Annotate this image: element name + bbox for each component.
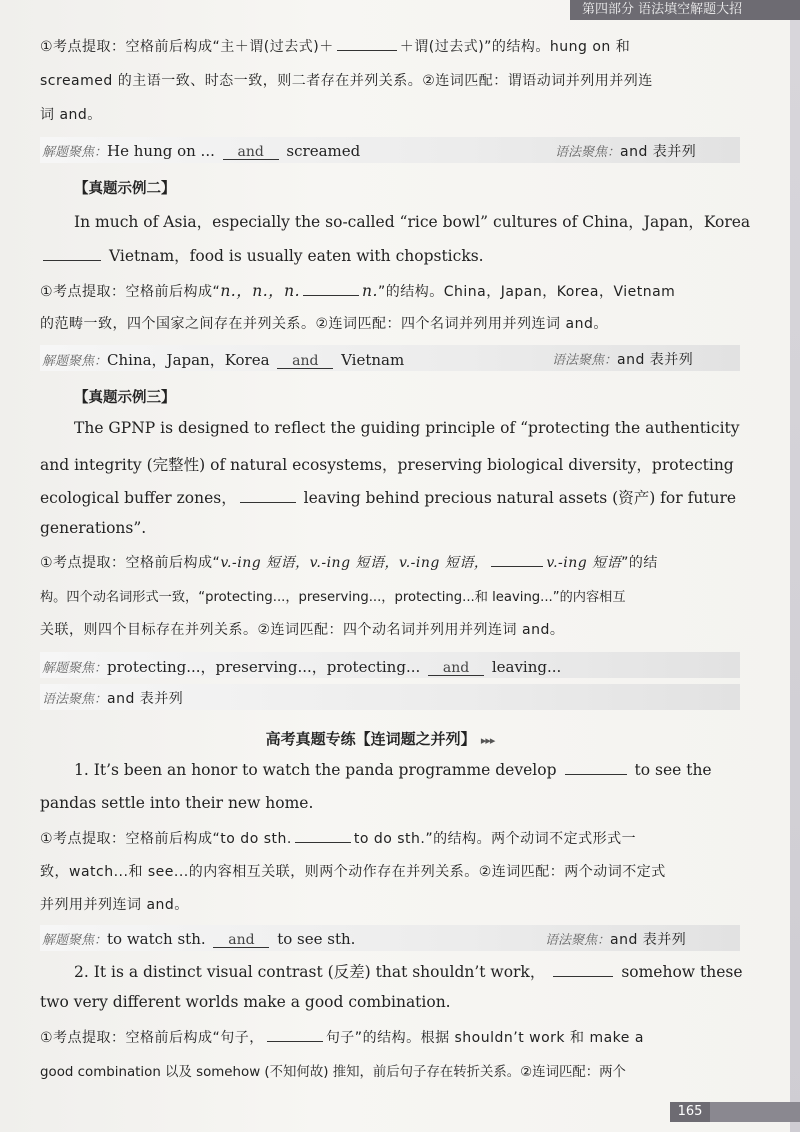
grammar-text: and 表并列 [610, 932, 687, 948]
question-line: The GPNP is designed to reflect the guiding principle of “protecting the authenticity [74, 419, 740, 437]
focus-text: screamed [286, 142, 361, 160]
analysis-line: 构。四个动名词形式一致，“protecting...，preserving...，protecting...和 leaving...”的内容相互 [40, 590, 626, 605]
page-number-strip [710, 1102, 800, 1122]
question-line: pandas settle into their new home. [40, 794, 314, 812]
analysis-line: 的范畴一致，四个国家之间存在并列关系。②连词匹配：四个名词并列用并列连词 and。 [40, 316, 608, 332]
question-line [40, 486, 736, 508]
blank [295, 828, 351, 843]
answer-blank: and [213, 933, 269, 948]
section-title-text: 高考真题专练【连词题之并列】 [265, 730, 476, 748]
blank [267, 1027, 323, 1042]
analysis-line: screamed 的主语一致、时态一致，则二者存在并列关系。②连词匹配：谓语动词并列用并列连 [40, 73, 653, 89]
blank [565, 760, 627, 775]
grammar-label: 语法聚焦： [552, 353, 618, 368]
analysis-text: v.-ing 短语，v.-ing 短语，v.-ing 短语， [220, 555, 489, 571]
blank [337, 36, 397, 51]
analysis-line [40, 828, 636, 848]
question-text: somehow these [621, 963, 743, 981]
question-line [74, 960, 743, 982]
analysis-text: ①考点提取：空格前后构成“ [40, 284, 221, 300]
question-text: to see the [634, 761, 712, 779]
page-number: 165 [670, 1102, 710, 1122]
focus-label: 解题聚焦： [42, 145, 108, 160]
question-line: generations”. [40, 519, 147, 537]
blank [43, 246, 101, 261]
grammar-label: 语法聚焦： [555, 145, 621, 160]
page-edge-strip [790, 20, 800, 1132]
analysis-text: n.，n.，n. [220, 282, 301, 300]
grammar-text: and 表并列 [107, 691, 184, 707]
question-text: leaving behind precious natural assets (资产) for future [303, 489, 737, 507]
grammar-text: and 表并列 [620, 144, 697, 160]
focus-label: 解题聚焦： [42, 933, 108, 948]
analysis-line: 并列用并列连词 and。 [40, 897, 189, 913]
grammar-text: and 表并列 [617, 352, 694, 368]
analysis-text: v.-ing 短语 [546, 555, 622, 571]
grammar-focus-bar [40, 684, 740, 710]
focus-text: He hung on ... [107, 142, 215, 160]
blank [303, 281, 359, 296]
focus-text: protecting...，preserving...，protecting... [107, 658, 421, 676]
analysis-line [40, 36, 630, 56]
example-title: 【真题示例二】 [74, 181, 176, 197]
analysis-text: ①考点提取：空格前后构成“句子， [40, 1030, 264, 1046]
section-title [0, 728, 760, 749]
focus-label: 解题聚焦： [42, 661, 108, 676]
solution-focus-bar [40, 137, 740, 163]
answer-blank: and [428, 661, 484, 676]
example-title: 【真题示例三】 [74, 390, 176, 406]
analysis-text: ”的结 [621, 555, 658, 571]
focus-text: to watch sth. [107, 930, 206, 948]
analysis-line: 致，watch...和 see...的内容相互关联，则两个动作存在并列关系。②连词匹配：两个动词不定式 [40, 864, 666, 880]
focus-text: leaving... [491, 658, 562, 676]
question-line [40, 244, 484, 266]
analysis-text: 句子”的结构。根据 shouldn’t work 和 make a [325, 1030, 644, 1046]
running-header: 第四部分 语法填空解题大招 [570, 0, 800, 20]
analysis-line: good combination 以及 somehow (不知何故) 推知，前后句子存在转折关系。②连词匹配：两个 [40, 1065, 626, 1080]
answer-blank: and [223, 145, 279, 160]
focus-text: Vietnam [341, 351, 405, 369]
focus-text: to see sth. [277, 930, 356, 948]
question-line [74, 760, 712, 779]
question-text: 1. It’s been an honor to watch the panda programme develop [74, 761, 557, 779]
analysis-text: to do sth.”的结构。两个动词不定式形式一 [353, 831, 637, 847]
blank [240, 488, 296, 503]
focus-label: 解题聚焦： [42, 354, 108, 369]
triple-arrow-icon: ▸▸▸ [480, 734, 495, 747]
analysis-text: ”的结构。China，Japan，Korea，Vietnam [377, 284, 676, 300]
blank [491, 552, 543, 567]
grammar-label: 语法聚焦： [545, 933, 611, 948]
question-text: ecological buffer zones， [40, 489, 237, 507]
analysis-line [40, 552, 658, 572]
analysis-line: 词 and。 [40, 107, 102, 123]
analysis-text: ①考点提取：空格前后构成“to do sth. [40, 831, 292, 847]
analysis-text: ①考点提取：空格前后构成“主＋谓(过去式)＋ [40, 39, 334, 55]
blank [553, 962, 613, 977]
solution-focus-bar [40, 925, 740, 951]
analysis-text: ＋谓(过去式)”的结构。hung on 和 [399, 39, 631, 55]
solution-focus-bar [40, 652, 740, 678]
analysis-line: 关联，则四个目标存在并列关系。②连词匹配：四个动名词并列用并列连词 and。 [40, 622, 565, 638]
question-line: two very different worlds make a good combination. [40, 993, 451, 1011]
analysis-text: n. [362, 282, 378, 300]
question-text: Vietnam，food is usually eaten with chopsticks. [108, 247, 484, 265]
analysis-text: ①考点提取：空格前后构成“ [40, 555, 221, 571]
analysis-line [40, 1027, 644, 1047]
grammar-label: 语法聚焦： [42, 692, 108, 707]
question-line: In much of Asia，especially the so-called “rice bowl” cultures of China，Japan，Korea [74, 213, 751, 231]
focus-text: China，Japan，Korea [107, 351, 270, 369]
question-text: 2. It is a distinct visual contrast (反差) that shouldn’t work， [74, 963, 546, 981]
question-line: and integrity (完整性) of natural ecosystems，preserving biological diversity，protecting [40, 456, 734, 474]
solution-focus-bar [40, 345, 740, 371]
analysis-line [40, 279, 675, 301]
answer-blank: and [277, 354, 333, 369]
